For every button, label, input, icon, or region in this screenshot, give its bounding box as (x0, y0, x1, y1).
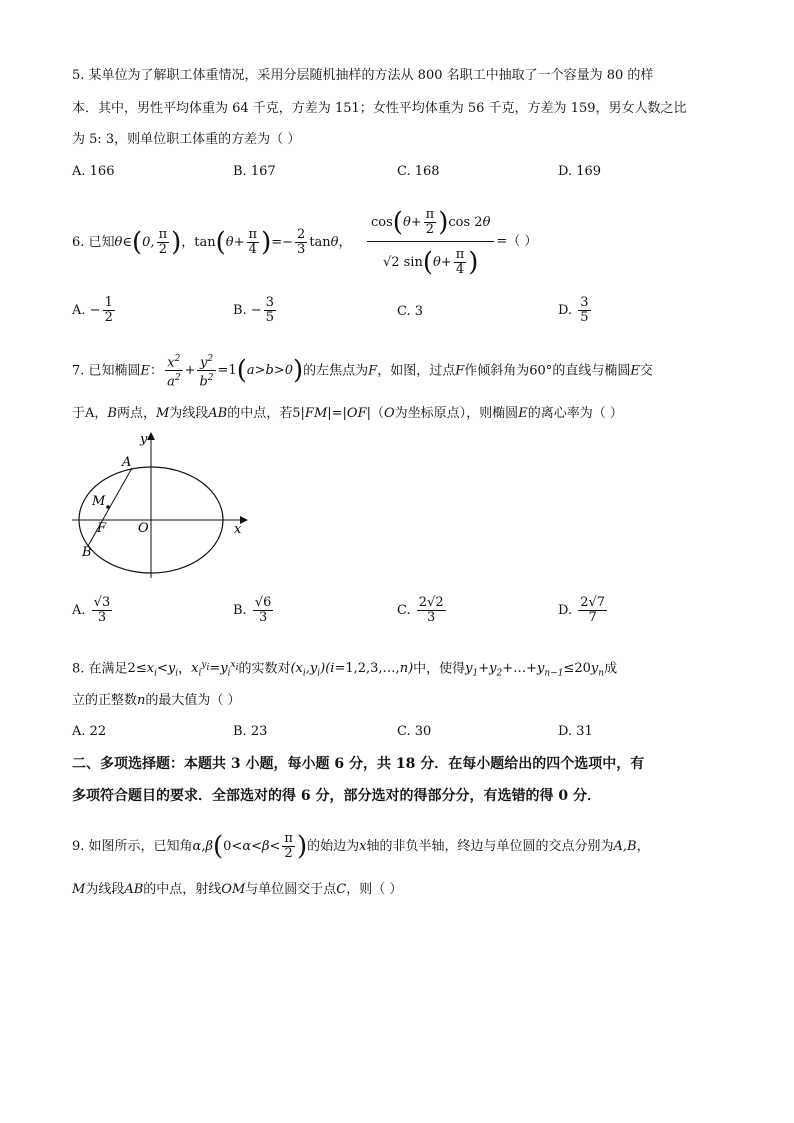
q6-expression: cos(θ+ $\frac{\pi}{2}$ )cos 2θ √2 sin(θ+ $\frac{\pi}{4}$ ) =（ ） (365, 206, 537, 277)
q5-line-2: 本．其中，男性平均体重为 64 千克，方差为 151；女性平均体重为 56 千克，方差为 159，男女人数之比 (72, 101, 687, 116)
q6-option-b: B. − $\frac{3}{5}$ (233, 295, 274, 325)
q7-option-b: B. $\frac{√6}{3}$ (233, 595, 272, 625)
q9-line-1: 9. 如图所示，已知角α,β(0<α<β< $\frac{\pi}{2}$ )的始边为x轴的非负半轴，终边与单位圆的交点分别为A,B， (72, 831, 650, 862)
q6-answer-paren: （ ） (507, 234, 538, 249)
label-y: y (140, 432, 148, 447)
q7-line-1: 7. 已知椭圆E： $\frac{x^2}{a^2}$ + $\frac{y^2}{b^2}$ =1(a>b>0)的左焦点为F，如图，过点F作倾斜角为60°的直线与椭圆E交 (72, 354, 653, 390)
q8-line-2: 立的正整数n的最大值为（ ） (72, 693, 241, 708)
q5-line-1: 5. 某单位为了解职工体重情况，采用分层随机抽样的方法从 800 名职工中抽取了一个容量为 80 的样 (72, 68, 654, 83)
q5-line-3: 为 5: 3，则单位职工体重的方差为（ ） (72, 132, 301, 147)
q6-option-a: A. − $\frac{1}{2}$ (72, 295, 113, 325)
section-2-heading-line-2: 多项符合题目的要求．全部选对的得 6 分，部分选对的得部分分，有选错的得 0 分． (72, 788, 601, 804)
q6-stem: 6. 已知θ∈(0, $\frac{\pi}{2}$ )，tan(θ+ $\frac{\pi}{4}$ )=− $\frac{2}{3}$ tanθ， (72, 227, 352, 258)
q8-option-c: C. 30 (397, 724, 432, 739)
q7-ellipse-figure (70, 428, 250, 580)
q6-condition: θ∈(0, $\frac{\pi}{2}$ ) (114, 227, 182, 258)
q7-option-a: A. $\frac{√3}{3}$ (72, 595, 111, 625)
q5-option-b: B. 167 (233, 164, 276, 179)
q5-option-d: D. 169 (558, 164, 602, 179)
q6-prefix: 6. 已知 (72, 235, 115, 250)
q6-option-c: C. 3 (397, 304, 424, 319)
q6-option-d: D. $\frac{3}{5}$ (558, 295, 589, 325)
q5-option-a: A. 166 (72, 164, 115, 179)
q7-line-2: 于A，B两点，M为线段AB的中点，若5|FM|=|OF|（O为坐标原点），则椭圆E的离心率为（ ） (72, 406, 623, 421)
q8-option-d: D. 31 (558, 724, 593, 739)
label-b: B (82, 545, 92, 560)
section-2-heading-line-1: 二、多项选择题：本题共 3 小题，每小题 6 分，共 18 分．在每小题给出的四个选项中，有 (72, 756, 645, 772)
q7-option-d: D. $\frac{2√7}{7}$ (558, 595, 606, 625)
q5-option-c: C. 168 (397, 164, 440, 179)
q7-option-c: C. $\frac{2√2}{3}$ (397, 595, 444, 625)
label-m: M (92, 494, 106, 509)
q9-line-2: M为线段AB的中点，射线OM与单位圆交于点C，则（ ） (72, 882, 403, 897)
label-f: F (97, 521, 107, 536)
q8-line-1: 8. 在满足$2\le x_i<y_i$，$x_i^{y_i}=y_i^{x_i}$的实数对$(x_i,y_i)(i=1,2,3,\dots,n)$中，使得$y_1+y_2+\dots+y_{n-1}\le 20y_n$成 (72, 660, 618, 679)
q8-option-a: A. 22 (72, 724, 107, 739)
label-a: A (122, 455, 132, 470)
midpoint-m-dot (106, 505, 110, 509)
q6-tan-equation: tan(θ+ $\frac{\pi}{4}$ )=− $\frac{2}{3}$ tanθ (194, 227, 339, 258)
q8-option-b: B. 23 (233, 724, 268, 739)
label-o: O (138, 521, 149, 536)
label-x: x (234, 522, 242, 537)
